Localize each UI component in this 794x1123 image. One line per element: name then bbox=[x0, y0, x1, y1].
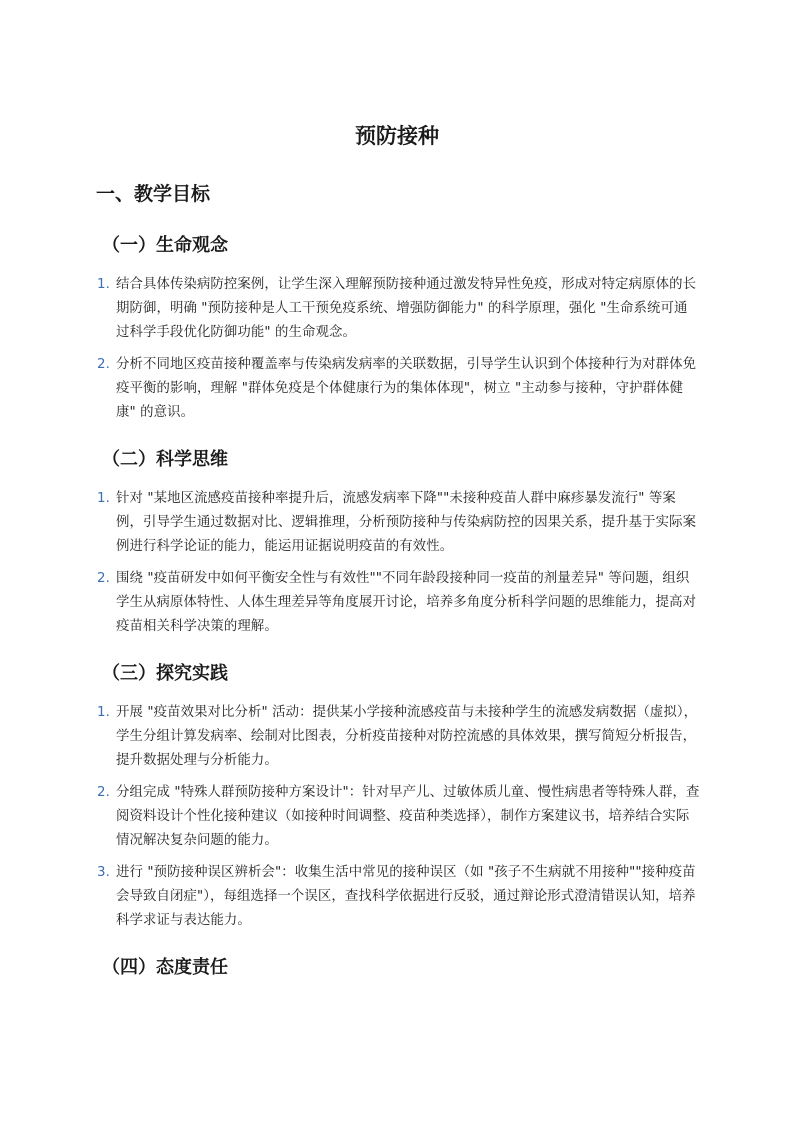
section-life-concept bbox=[96, 233, 700, 425]
section-attitude-responsibility bbox=[96, 955, 700, 981]
list-item bbox=[96, 701, 700, 773]
document-content bbox=[96, 180, 700, 981]
item-text: 进行 "预防接种误区辨析会"：收集生活中常见的接种误区（如 "孩子不生病就不用接种""接种疫苗会导致自闭症"），每组选择一个误区，查找科学依据进行反驳，通过辩论形式澄清错误认知，培养科学求证与表达能力。 bbox=[116, 865, 696, 928]
item-list bbox=[96, 487, 700, 639]
item-list bbox=[96, 701, 700, 933]
list-item bbox=[96, 273, 700, 345]
document-title: 预防接种 bbox=[355, 124, 439, 148]
section-scientific-thinking bbox=[96, 447, 700, 639]
item-text: 围绕 "疫苗研发中如何平衡安全性与有效性""不同年龄段接种同一疫苗的剂量差异" 等问题，组织学生从病原体特性、人体生理差异等角度展开讨论，培养多角度分析科学问题的思维能力，提高对疫苗相关科学决策的理解。 bbox=[116, 571, 697, 634]
section-heading: （四）态度责任 bbox=[102, 957, 228, 978]
item-number: 3. bbox=[97, 865, 110, 880]
item-number: 2. bbox=[97, 785, 110, 800]
item-number: 2. bbox=[97, 357, 110, 372]
list-item bbox=[96, 353, 700, 425]
heading-teaching-goals: 一、教学目标 bbox=[96, 183, 211, 205]
list-item bbox=[96, 487, 700, 559]
list-item bbox=[96, 781, 700, 853]
list-item bbox=[96, 861, 700, 933]
section-heading: （二）科学思维 bbox=[102, 449, 228, 470]
item-text: 分析不同地区疫苗接种覆盖率与传染病发病率的关联数据，引导学生认识到个体接种行为对群体免疫平衡的影响，理解 "群体免疫是个体健康行为的集体体现"，树立 "主动参与接种，守护群体健康" 的意识。 bbox=[116, 357, 697, 420]
section-heading: （一）生命观念 bbox=[102, 235, 228, 256]
section-heading: （三）探究实践 bbox=[102, 663, 228, 684]
item-number: 2. bbox=[97, 571, 110, 586]
item-text: 开展 "疫苗效果对比分析" 活动：提供某小学接种流感疫苗与未接种学生的流感发病数据（虚拟），学生分组计算发病率、绘制对比图表，分析疫苗接种对防控流感的具体效果，撰写简短分析报告，提升数据处理与分析能力。 bbox=[116, 705, 698, 768]
item-number: 1. bbox=[97, 491, 110, 506]
section-inquiry-practice bbox=[96, 661, 700, 933]
item-list bbox=[96, 273, 700, 425]
item-text: 结合具体传染病防控案例，让学生深入理解预防接种通过激发特异性免疫，形成对特定病原体的长期防御，明确 "预防接种是人工干预免疫系统、增强防御能力" 的科学原理，强化 "生命系统可通过科学手段优化防御功能" 的生命观念。 bbox=[116, 277, 697, 340]
list-item bbox=[96, 567, 700, 639]
item-number: 1. bbox=[97, 277, 110, 292]
item-text: 针对 "某地区流感疫苗接种率提升后，流感发病率下降""未接种疫苗人群中麻疹暴发流行" 等案例，引导学生通过数据对比、逻辑推理，分析预防接种与传染病防控的因果关系，提升基于实际案例进行科学论证的能力，能运用证据说明疫苗的有效性。 bbox=[116, 491, 697, 554]
item-text: 分组完成 "特殊人群预防接种方案设计"：针对早产儿、过敏体质儿童、慢性病患者等特殊人群，查阅资料设计个性化接种建议（如接种时间调整、疫苗种类选择），制作方案建议书，培养结合实际情况解决复杂问题的能力。 bbox=[116, 785, 700, 848]
item-number: 1. bbox=[97, 705, 110, 720]
